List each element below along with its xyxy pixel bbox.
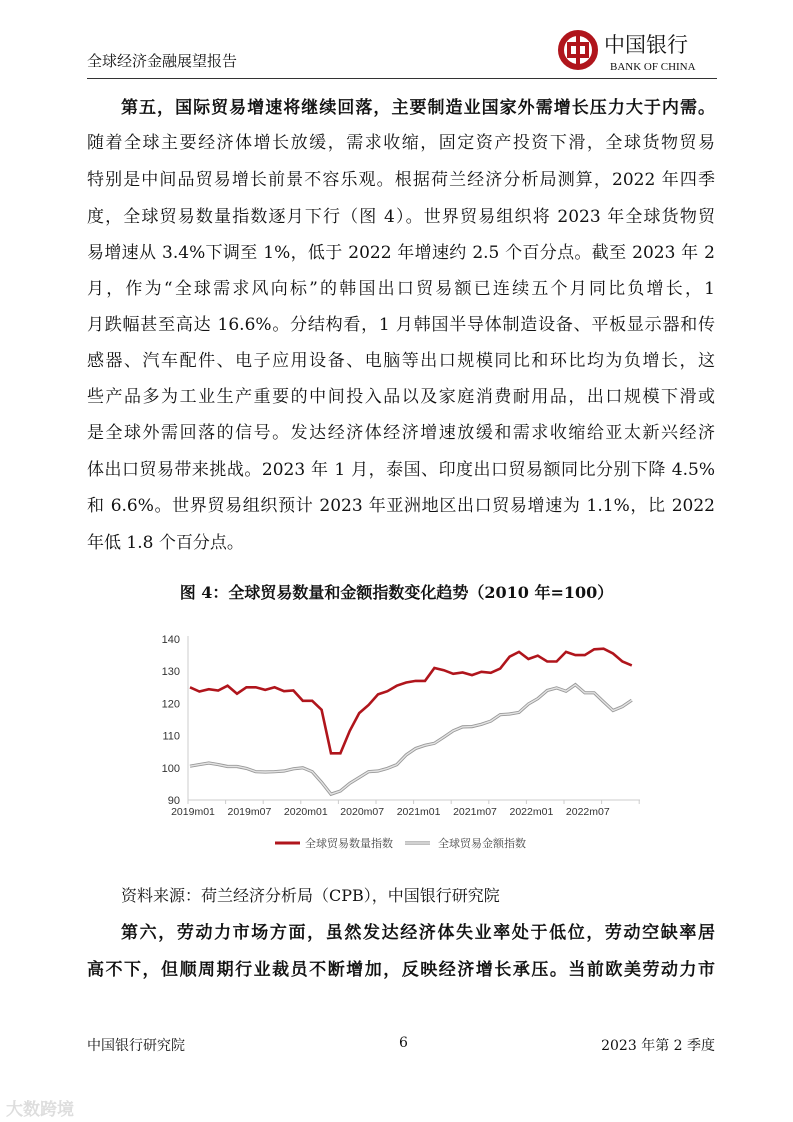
volume-index-line	[190, 649, 632, 754]
x-tick-label: 2022m07	[565, 806, 610, 818]
x-tick-label: 2020m07	[340, 806, 385, 818]
y-tick-label: 130	[161, 666, 180, 679]
logo-cn-text: 中国银行	[604, 33, 688, 57]
figure-source: 资料来源：荷兰经济分析局（CPB），中国银行研究院	[121, 886, 500, 905]
value-index-line	[190, 685, 632, 795]
x-tick-label: 2020m01	[283, 806, 328, 818]
y-tick-label: 120	[161, 698, 180, 711]
trade-index-chart	[150, 620, 650, 860]
logo-en-text: BANK OF CHINA	[610, 61, 696, 73]
text-line: 度，全球贸易数量指数逐月下行（图 4）。世界贸易组织将 2023 年全球货物贸	[87, 207, 715, 227]
text-line: 月跌幅甚至高达 16.6%。分结构看，1 月韩国半导体制造设备、平板显示器和传	[87, 315, 715, 335]
text-line: 高不下，但顺周期行业裁员不断增加，反映经济增长承压。当前欧美劳动力市	[87, 960, 715, 980]
text-line: 是全球外需回落的信号。发达经济体经济增速放缓和需求收缩给亚太新兴经济	[87, 423, 715, 443]
x-tick-label: 2021m07	[453, 806, 497, 818]
footer-org: 中国银行研究院	[87, 1038, 185, 1054]
bank-of-china-logo	[556, 26, 716, 74]
y-tick-label: 100	[161, 762, 180, 775]
text-line: 年低 1.8 个百分点。	[87, 533, 244, 553]
x-tick-label: 2022m01	[509, 806, 554, 818]
text-line: 体出口贸易带来挑战。2023 年 1 月，泰国、印度出口贸易额同比分别下降 4.5%	[87, 460, 715, 480]
text-line: 月，作为“全球需求风向标”的韩国出口贸易额已连续五个月同比负增长，1	[87, 279, 715, 299]
text-line: 些产品多为工业生产重要的中间投入品以及家庭消费耐用品，出口规模下滑或	[87, 387, 715, 407]
text-line: 易增速从 3.4%下调至 1%，低于 2022 年增速约 2.5 个百分点。截至 2023 年 2	[87, 243, 715, 263]
y-tick-label: 110	[162, 730, 180, 743]
y-tick-label: 140	[161, 634, 180, 646]
text-line: 和 6.6%。世界贸易组织预计 2023 年亚洲地区出口贸易增速为 1.1%，比 2022	[87, 496, 715, 516]
text-line: 感器、汽车配件、电子应用设备、电脑等出口规模同比和环比均为负增长，这	[87, 351, 715, 371]
text-line: 特别是中间品贸易增长前景不容乐观。根据荷兰经济分析局测算，2022 年四季	[87, 170, 715, 190]
footer-quarter: 2023 年第 2 季度	[601, 1038, 715, 1054]
x-tick-label: 2019m07	[227, 806, 272, 818]
header-divider	[87, 78, 717, 79]
watermark: 大数跨境	[6, 1100, 74, 1120]
y-tick-label: 90	[167, 795, 180, 807]
text-line: 第六，劳动力市场方面，虽然发达经济体失业率处于低位，劳动空缺率居	[121, 923, 715, 943]
page-number: 6	[399, 1035, 408, 1051]
text-line: 随着全球主要经济体增长放缓，需求收缩，固定资产投资下滑，全球货物贸易	[87, 133, 715, 153]
x-tick-label: 2019m01	[171, 806, 215, 818]
x-tick-label: 2021m01	[396, 806, 441, 818]
legend-value-label: 全球贸易金额指数	[438, 837, 526, 850]
report-title: 全球经济金融展望报告	[87, 52, 238, 70]
figure-caption: 图 4：全球贸易数量和金额指数变化趋势（2010 年=100）	[179, 583, 614, 602]
value-index-line-outline	[190, 685, 632, 795]
text-line: 第五，国际贸易增速将继续回落，主要制造业国家外需增长压力大于内需。	[121, 98, 715, 118]
legend-volume-label: 全球贸易数量指数	[305, 837, 393, 850]
